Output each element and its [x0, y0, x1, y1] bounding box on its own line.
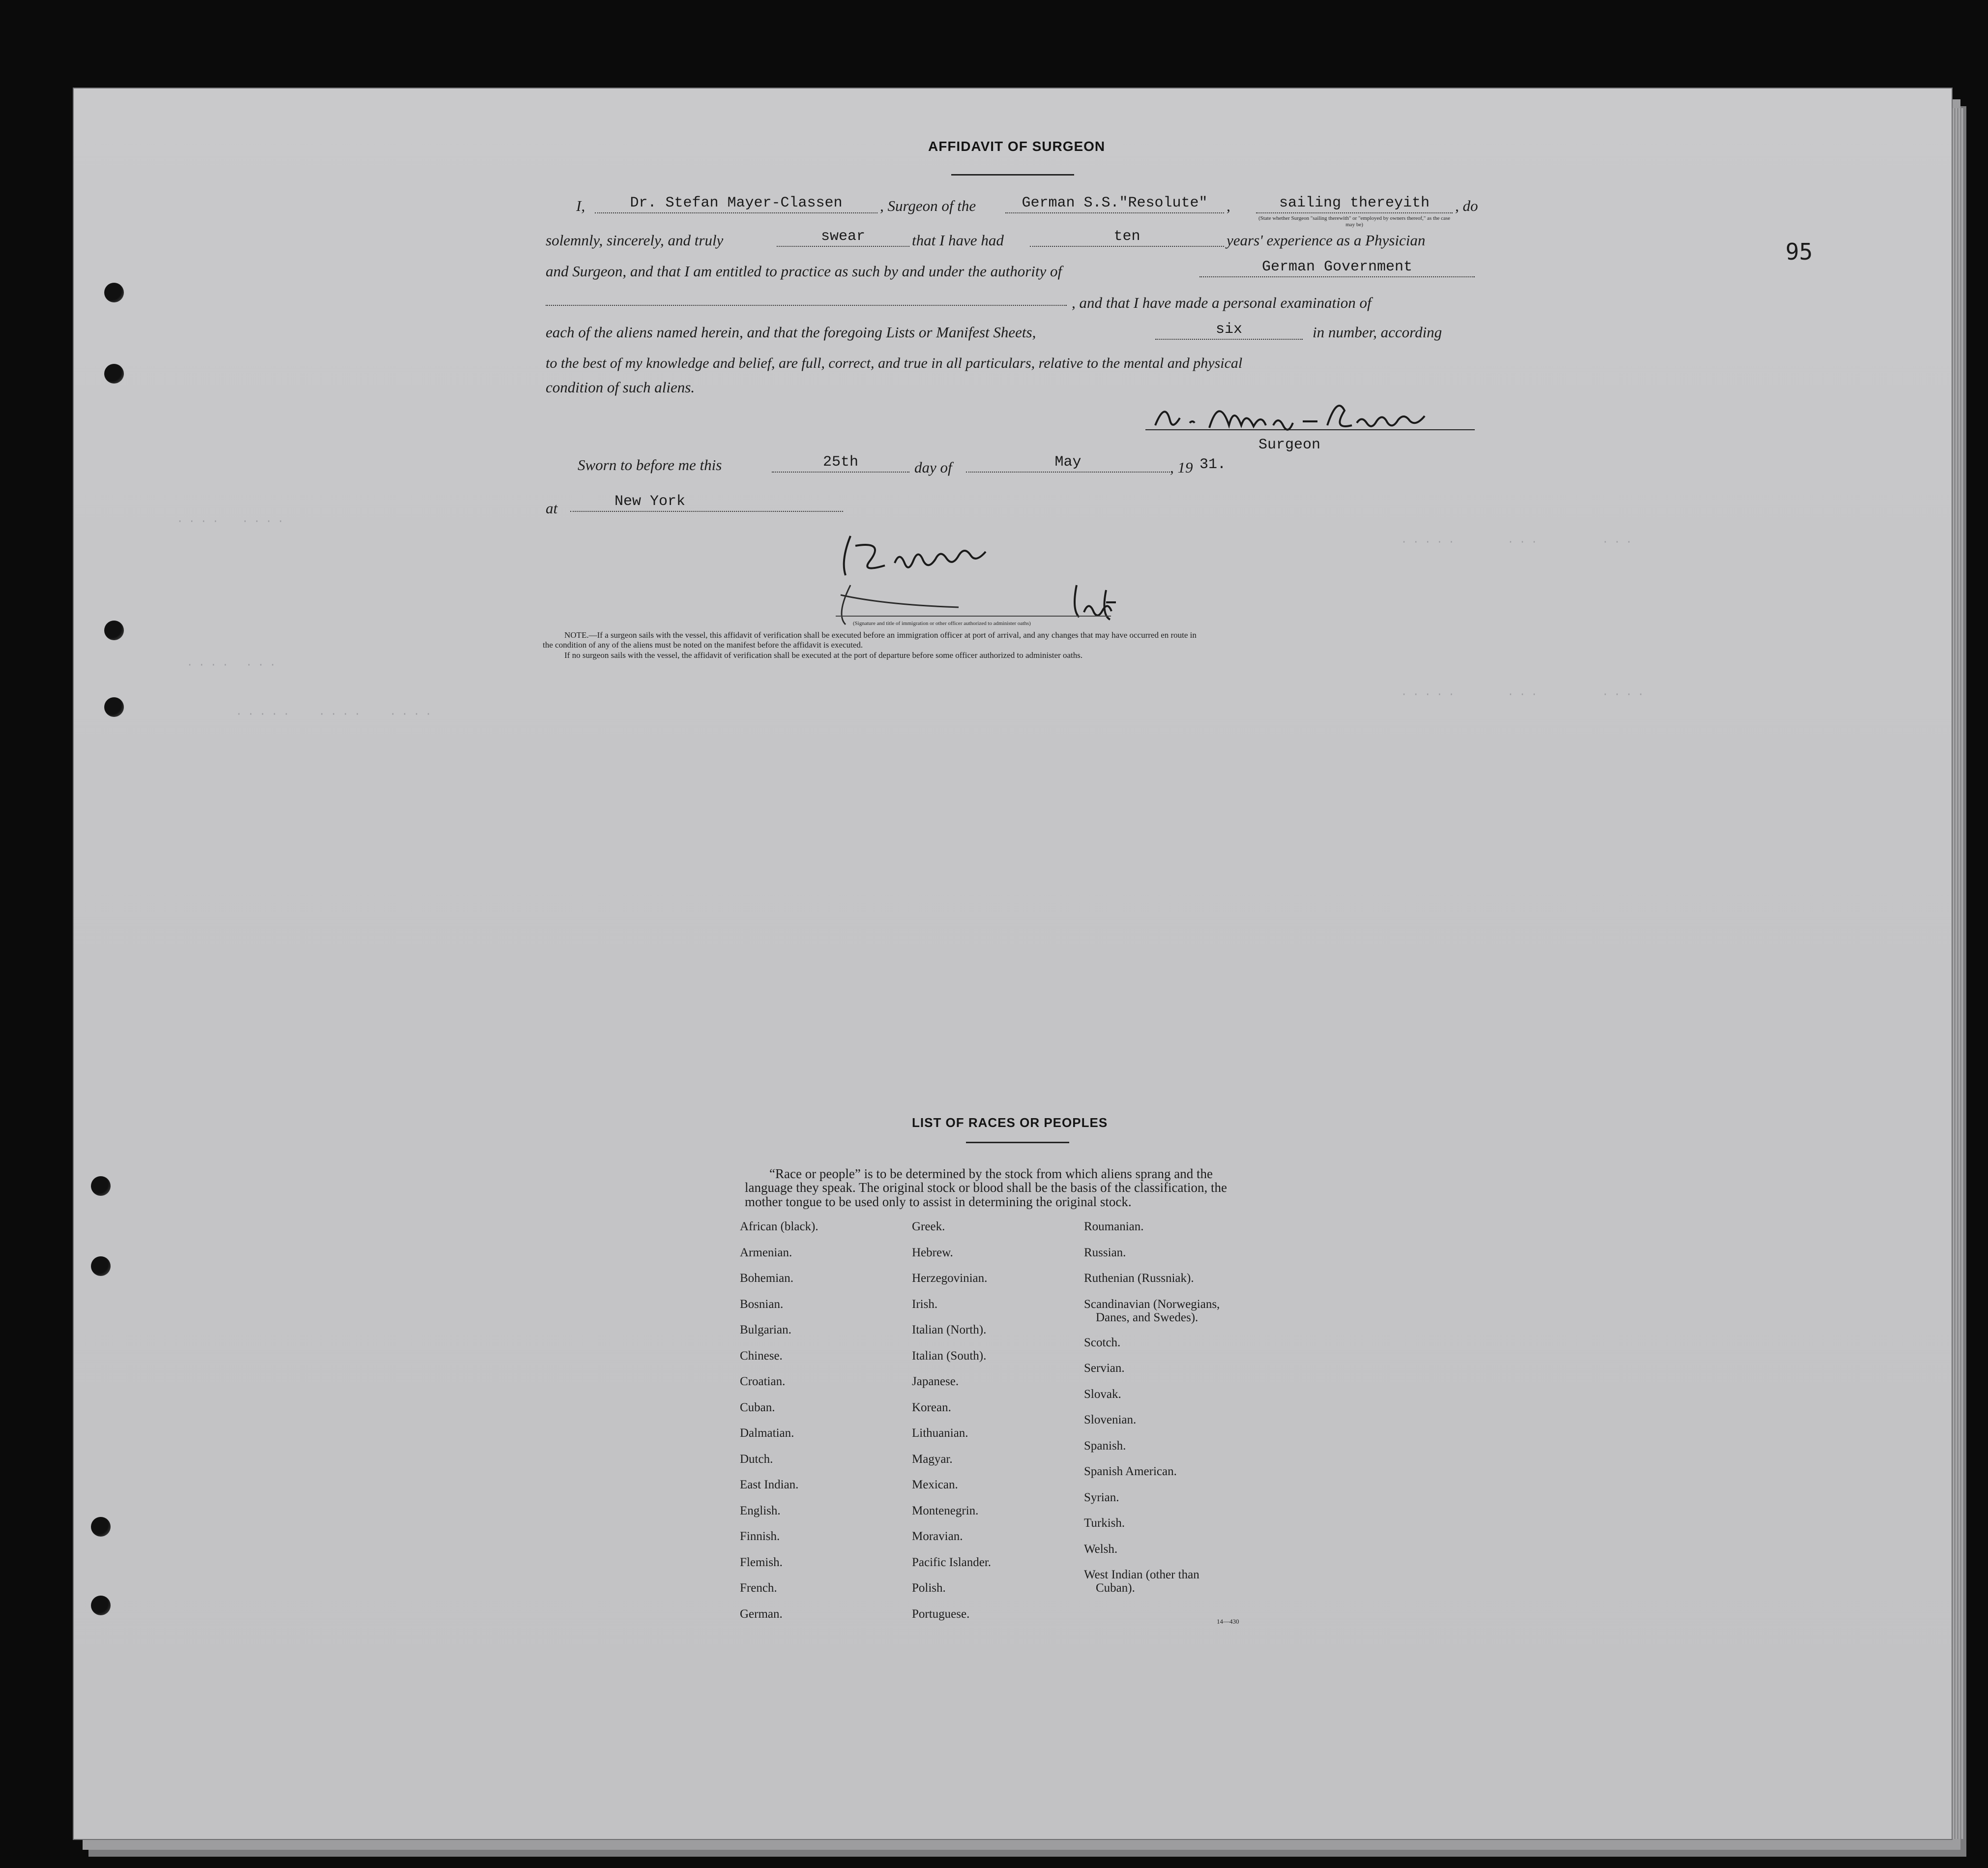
label-i: I,: [576, 197, 585, 214]
line-aliens-named: each of the aliens named herein, and that the foregoing Lists or Manifest Sheets,: [546, 324, 1036, 341]
manifest-page: [74, 89, 1952, 1839]
sailing-status-field: sailing thereyith: [1256, 196, 1453, 213]
race-item: Dalmatian.: [740, 1426, 794, 1440]
race-item: Spanish.: [1084, 1439, 1126, 1453]
race-item: Japanese.: [912, 1375, 959, 1388]
race-item: Italian (North).: [912, 1323, 987, 1336]
page-number: 95: [1785, 238, 1813, 265]
sworn-month-field: May: [966, 455, 1170, 473]
race-item: Magyar.: [912, 1452, 953, 1466]
line-condition: condition of such aliens.: [546, 379, 695, 396]
stacked-page-edges: [1953, 108, 1963, 1839]
race-item: Korean.: [912, 1400, 951, 1414]
race-item: East Indian.: [740, 1478, 799, 1491]
label-years-experience: years' experience as a Physician: [1227, 232, 1426, 249]
race-item: Italian (South).: [912, 1349, 987, 1363]
race-item: [1084, 1569, 1220, 1598]
race-item: Dutch.: [740, 1452, 773, 1466]
oath-type-field: swear: [777, 229, 909, 247]
punch-hole: [91, 1256, 111, 1276]
label-comma: ,: [1227, 197, 1230, 214]
race-item: Montenegrin.: [912, 1504, 979, 1517]
officer-caption: (Signature and title of immigration or other officer authorized to administer oaths): [853, 621, 1031, 626]
race-item: Lithuanian.: [912, 1426, 968, 1440]
sheet-count-field: six: [1155, 322, 1303, 340]
race-item: Pacific Islander.: [912, 1555, 992, 1569]
race-item: Roumanian.: [1084, 1220, 1144, 1233]
race-item: Flemish.: [740, 1555, 783, 1569]
race-item-line: Scandinavian (Norwegians,: [1084, 1297, 1220, 1311]
race-item: Chinese.: [740, 1349, 783, 1363]
vessel-field: German S.S."Resolute": [1005, 196, 1224, 213]
race-item: Syrian.: [1084, 1490, 1119, 1504]
punch-hole: [91, 1596, 111, 1615]
race-item: Mexican.: [912, 1478, 958, 1491]
race-item-line: West Indian (other than: [1084, 1568, 1199, 1581]
race-item: Bosnian.: [740, 1297, 784, 1311]
race-item: English.: [740, 1504, 781, 1517]
race-item: Greek.: [912, 1220, 945, 1233]
race-item: Russian.: [1084, 1245, 1126, 1259]
punch-hole: [91, 1517, 111, 1537]
race-item: Finnish.: [740, 1530, 780, 1543]
race-item: Bohemian.: [740, 1272, 794, 1285]
race-item: Ruthenian (Russniak).: [1084, 1272, 1194, 1285]
years-field: ten: [1030, 229, 1224, 247]
races-title-underline: [966, 1142, 1069, 1143]
form-number: 14—430: [1217, 1618, 1239, 1625]
race-item: Herzegovinian.: [912, 1272, 988, 1285]
race-item: Portuguese.: [912, 1607, 970, 1621]
race-item: Irish.: [912, 1297, 938, 1311]
punch-hole: [104, 697, 124, 717]
bleed-through-text: · · · · · · · ·: [177, 515, 284, 527]
race-item: Servian.: [1084, 1362, 1125, 1375]
races-column-2: [912, 1220, 991, 1633]
bleed-through-text: · · · · · · · · · · · ·: [1401, 688, 1644, 700]
surgeon-signature: [1150, 391, 1465, 438]
race-item: Spanish American.: [1084, 1465, 1177, 1478]
race-item: Croatian.: [740, 1375, 786, 1388]
punch-hole: [91, 1176, 111, 1196]
officer-signature: [811, 526, 1185, 634]
race-item-line: Cuban).: [1096, 1581, 1135, 1595]
race-item: Hebrew.: [912, 1245, 953, 1259]
note-line-1: NOTE.—If a surgeon sails with the vessel, this affidavit of verification shall be executed before an immigration officer at port of arrival, and any changes that may have occurred en route in: [564, 630, 1197, 640]
label-do: , do: [1455, 197, 1478, 214]
races-intro: “Race or people” is to be determined by the stock from which aliens sprang and the language they speak. The original stock or blood shall be the basis of the classification, the mother tongue to be used only to assist in determining the original stock.: [745, 1166, 1227, 1209]
race-item: Slovak.: [1084, 1387, 1121, 1401]
line-best-knowledge: to the best of my knowledge and belief, are full, correct, and true in all particulars, relative to the mental and physical: [546, 355, 1243, 371]
authority-continuation-field: [546, 290, 1067, 306]
bleed-through-text: · · · · · · · · · · · · ·: [236, 708, 432, 720]
race-item: Scotch.: [1084, 1335, 1121, 1349]
race-item: Slovenian.: [1084, 1413, 1137, 1426]
label-in-number: in number, according: [1313, 324, 1442, 341]
punch-hole: [104, 283, 124, 302]
race-item: Bulgarian.: [740, 1323, 791, 1336]
authority-field: German Government: [1199, 260, 1475, 277]
race-item: German.: [740, 1607, 783, 1621]
race-item: Turkish.: [1084, 1516, 1125, 1530]
label-day-of: day of: [914, 459, 952, 476]
label-solemnly: solemnly, sincerely, and truly: [546, 232, 724, 249]
race-item: Welsh.: [1084, 1542, 1118, 1556]
label-that-had: that I have had: [912, 232, 1004, 249]
punch-hole: [104, 364, 124, 384]
races-title: LIST OF RACES OR PEOPLES: [912, 1115, 1108, 1130]
sworn-place-field: New York: [570, 494, 843, 512]
label-year-prefix: , 19: [1170, 459, 1193, 476]
race-item: Polish.: [912, 1581, 946, 1595]
punch-hole: [104, 621, 124, 640]
officer-signature-line: [836, 616, 1111, 617]
label-surgeon-of: , Surgeon of the: [880, 197, 976, 214]
affidavit-title: AFFIDAVIT OF SURGEON: [928, 139, 1106, 154]
race-item: Cuban.: [740, 1400, 775, 1414]
sworn-day-field: 25th: [772, 455, 909, 473]
race-item: African (black).: [740, 1220, 819, 1233]
signature-role: Surgeon: [1258, 437, 1321, 453]
bleed-through-text: · · · · · · ·: [187, 659, 276, 671]
label-sworn: Sworn to before me this: [578, 456, 722, 474]
note-line-2: the condition of any of the aliens must be noted on the manifest before the affidavit is executed.: [543, 640, 863, 650]
sailing-status-note: (State whether Surgeon "sailing therewith" or "employed by owners thereof," as the case may be): [1258, 215, 1451, 228]
races-column-3: [1084, 1220, 1220, 1598]
label-at: at: [546, 500, 558, 517]
note-line-3: If no surgeon sails with the vessel, the affidavit of verification shall be executed at the port of departure before some officer authorized to administer oaths.: [564, 651, 1083, 660]
race-item: Armenian.: [740, 1245, 792, 1259]
races-column-1: [740, 1220, 819, 1633]
race-item: [1084, 1298, 1220, 1336]
title-underline: [951, 174, 1074, 176]
label-and-surgeon: and Surgeon, and that I am entitled to practice as such by and under the authority of: [546, 263, 1062, 280]
label-personal-examination: , and that I have made a personal examination of: [1072, 294, 1372, 311]
signature-line: [1145, 429, 1475, 430]
race-item: Moravian.: [912, 1530, 963, 1543]
sworn-year-field: 31.: [1199, 456, 1227, 473]
bleed-through-text: · · · · · · · · · · ·: [1401, 536, 1632, 548]
race-item: French.: [740, 1581, 777, 1595]
surgeon-name-field: Dr. Stefan Mayer-Classen: [595, 196, 877, 213]
race-item-line: Danes, and Swedes).: [1096, 1310, 1199, 1324]
